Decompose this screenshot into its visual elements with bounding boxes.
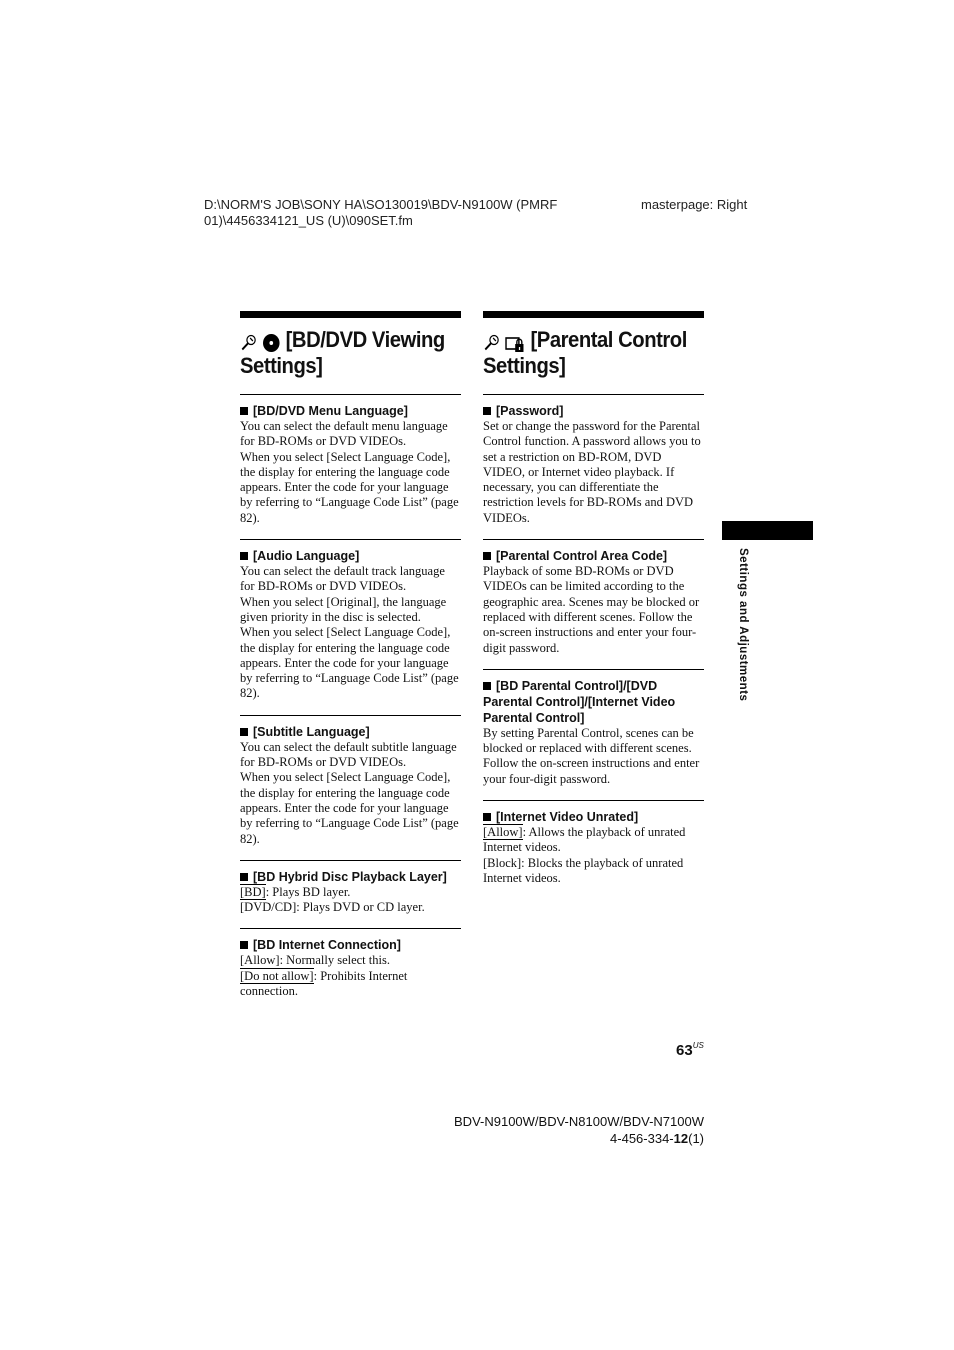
option-line: [240, 969, 461, 1000]
page-number-suffix: US: [692, 1041, 704, 1050]
section-paragraph: When you select [Select Language Code], the display for entering the language code appears. Enter the code for your language by referring to “Language Code List” (page 82).: [240, 449, 459, 525]
option-description: : Plays BD layer.: [265, 884, 351, 899]
masterpage-label: masterpage: Right: [641, 197, 748, 212]
square-bullet-icon: [240, 873, 248, 881]
section-title: [Subtitle Language]: [253, 724, 370, 739]
section-audio-language: [240, 539, 461, 715]
section-title: [Internet Video Unrated]: [496, 810, 639, 825]
square-bullet-icon: [483, 813, 491, 821]
heading-line2: Settings]: [483, 353, 566, 378]
section-bd-internet-connection: [240, 928, 461, 1012]
option-line: [Block]: Blocks the playback of unrated Internet videos.: [483, 855, 684, 885]
square-bullet-icon: [240, 407, 248, 415]
option-line: [483, 825, 704, 856]
square-bullet-icon: [240, 941, 248, 949]
option-line: [Allow]: Normally select this.: [240, 953, 390, 968]
section-paragraph: By setting Parental Control, scenes can be blocked or replaced with different scenes. Follow the on-screen instructions and enter your four-digit password.: [483, 725, 700, 786]
section-subtitle-language: [240, 715, 461, 860]
file-path-line2: 01)\4456334121_US (U)\090SET.fm: [204, 213, 413, 228]
heading-bar: [240, 311, 461, 318]
square-bullet-icon: [240, 728, 248, 736]
default-option-label: [BD]: [240, 884, 266, 899]
option-line: [DVD/CD]: Plays DVD or CD layer.: [240, 900, 425, 915]
code-prefix: 4-456-334-: [610, 1131, 674, 1146]
section-paragraph: You can select the default subtitle language for BD-ROMs or DVD VIDEOs.: [240, 739, 457, 770]
option-description: : Prohibits Internet connection.: [240, 968, 408, 999]
heading-line2: Settings]: [240, 353, 323, 378]
section-bd-hybrid-disc-playback-layer: [240, 860, 461, 929]
section-title: [BD Parental Control]/[DVD Parental Control]/[Internet Video Parental Control]: [483, 678, 676, 725]
tv-lock-icon: [505, 333, 525, 353]
heading-bar: [483, 311, 704, 318]
bd-dvd-viewing-settings-column: [240, 311, 461, 1012]
section-title: [Parental Control Area Code]: [496, 549, 668, 564]
chapter-tab-marker: [722, 521, 813, 540]
section-paragraph: Set or change the password for the Parental Control function. A password allows you to set a restriction on BD-ROM, DVD VIDEO, or Internet video playback. If necessary, you can differentiate the restriction levels for BD-ROMs and DVD VIDEOs.: [483, 419, 701, 525]
section-parental-control-area-code: [483, 539, 704, 669]
option-line: [240, 885, 461, 900]
heading-icons: [483, 330, 525, 354]
code-suffix: (1): [688, 1131, 704, 1146]
section-paragraph: You can select the default track language for BD-ROMs or DVD VIDEOs.: [240, 564, 445, 594]
section-internet-video-unrated: [483, 800, 704, 899]
code-revision: 12: [673, 1131, 689, 1146]
file-path-line1: D:\NORM'S JOB\SONY HA\SO130019\BDV-N9100W (PMRF: [204, 197, 558, 212]
default-option-label: [Do not allow]: [240, 968, 314, 983]
option-description: : Allows the playback of unrated Internet videos.: [483, 825, 686, 855]
section-title: [Audio Language]: [253, 549, 360, 564]
disc-icon: [262, 333, 280, 353]
default-option-label: [Allow]: [483, 825, 523, 840]
page-number: [676, 1041, 704, 1059]
section-paragraph: You can select the default menu language for BD-ROMs or DVD VIDEOs.: [240, 419, 448, 449]
section-paragraph: When you select [Select Language Code], the display for entering the language code appears. Enter the code for your language by referring to “Language Code List” (page 82).: [240, 770, 459, 846]
wrench-icon: [483, 334, 500, 352]
section-paragraph: When you select [Select Language Code], the display for entering the language code appears. Enter the code for your language by referring to “Language Code List” (page 82).: [240, 625, 459, 701]
parental-control-settings-heading: [483, 328, 704, 394]
section-title: [BD Hybrid Disc Playback Layer]: [253, 869, 447, 884]
model-footer: [440, 1113, 704, 1147]
section-title: [BD Internet Connection]: [253, 938, 401, 953]
square-bullet-icon: [483, 682, 491, 690]
bd-dvd-viewing-settings-heading: [240, 328, 461, 394]
section-password: [483, 394, 704, 539]
section-title: [BD/DVD Menu Language]: [253, 404, 408, 418]
section-bd-dvd-menu-language: [240, 394, 461, 539]
model-list: BDV-N9100W/BDV-N8100W/BDV-N7100W: [454, 1114, 704, 1129]
section-paragraph: When you select [Original], the language given priority in the disc is selected.: [240, 594, 447, 624]
section-title: [Password]: [496, 404, 564, 418]
page-number-value: 63: [676, 1042, 693, 1059]
square-bullet-icon: [483, 552, 491, 560]
section-paragraph: Playback of some BD-ROMs or DVD VIDEOs can be limited according to the geographic area. Scenes may be blocked or replaced with different scenes. Follow the on-screen instructions and enter your four-digit password.: [483, 564, 700, 655]
section-parental-control-levels: [483, 669, 704, 800]
wrench-icon: [240, 334, 257, 352]
file-path-header: [204, 197, 584, 229]
document-code: [440, 1130, 704, 1147]
heading-icons: [240, 330, 280, 354]
square-bullet-icon: [483, 407, 491, 415]
heading-line1: [BD/DVD Viewing: [285, 327, 445, 352]
chapter-tab-label: Settings and Adjustments: [737, 548, 749, 702]
heading-line1: [Parental Control: [530, 327, 687, 352]
square-bullet-icon: [240, 552, 248, 560]
parental-control-settings-column: [483, 311, 704, 899]
